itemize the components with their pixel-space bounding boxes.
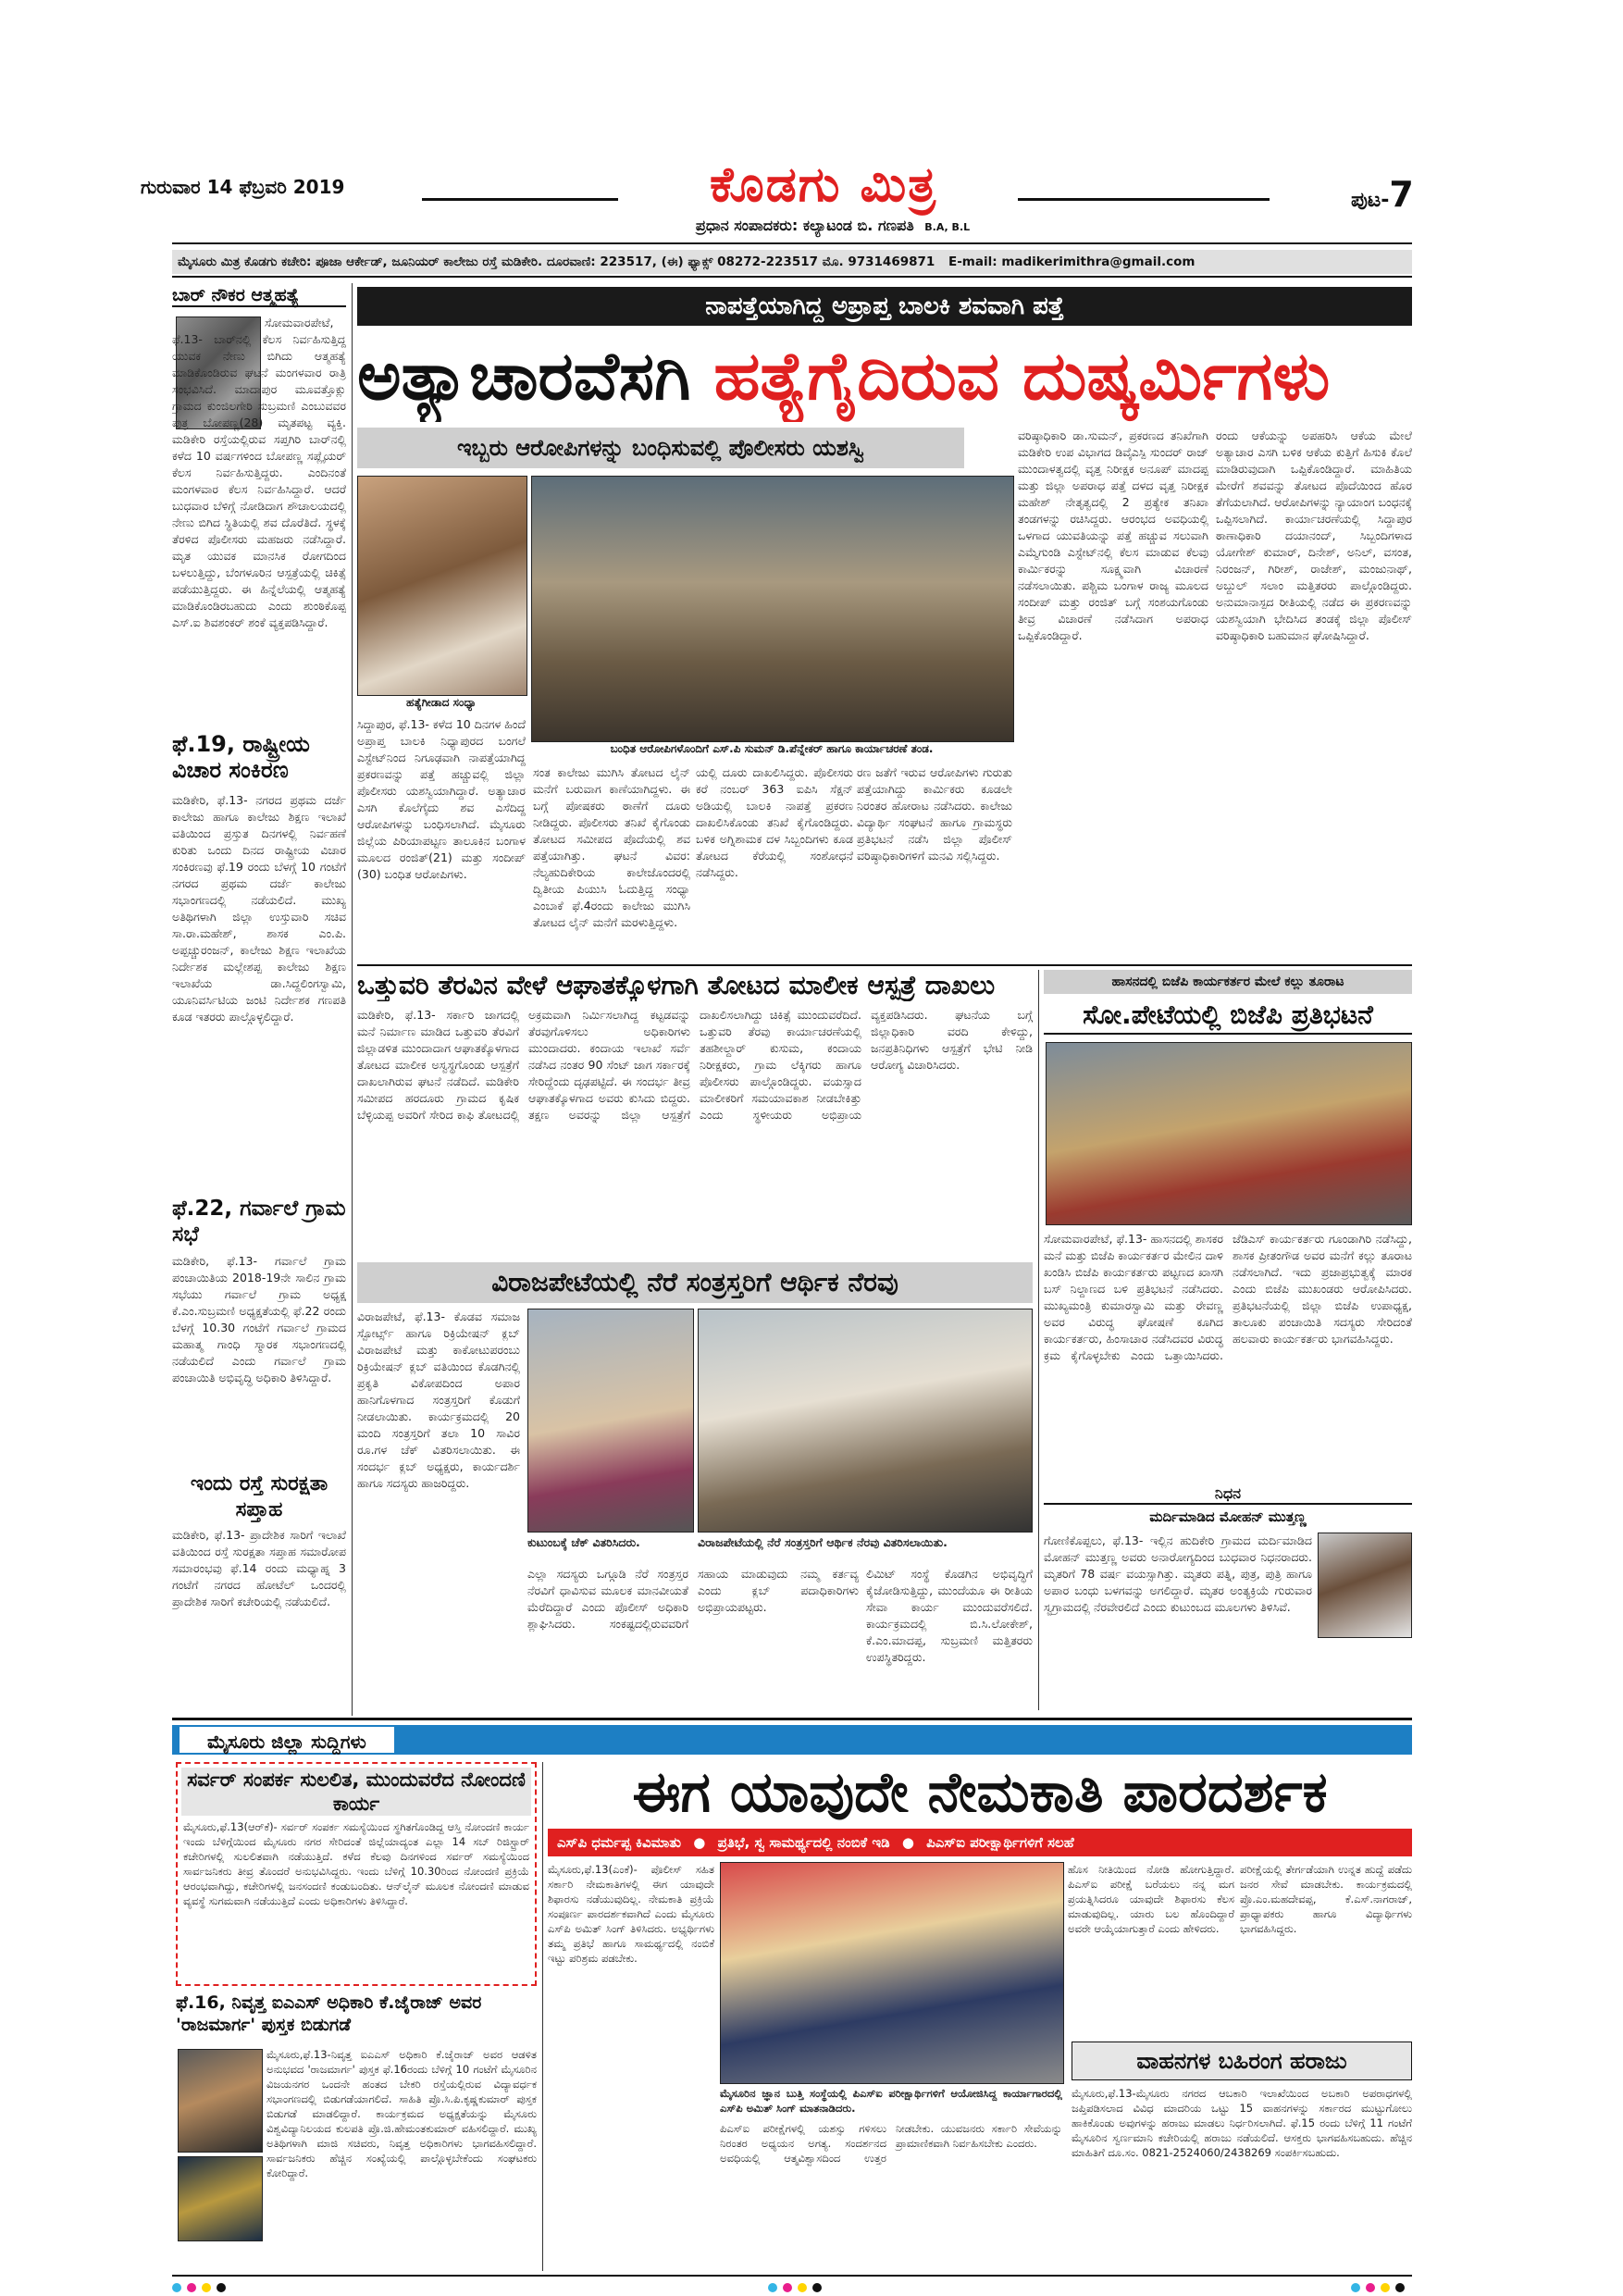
recruitment-text1: ಮೈಸೂರು,ಫೆ.13(ಎಂಕೆ)- ಪೊಲೀಸ್ ಸಹಿತ ಸರ್ಕಾರಿ ನೇಮಕಾತಿಗಳಲ್ಲಿ ಈಗ ಯಾವುದೇ ಶಿಫಾರಸು ನಡೆಯುವುದಿಲ್ಲ. ನೇಮಕಾತಿ ಪ್ರಕ್ರಿಯೆ ಸಂಪೂರ್ಣ ಪಾರದರ್ಶಕವಾಗಿದೆ ಎಂದು ಮೈಸೂರು ಎಸ್‌ಪಿ ಅಮಿತ್ ಸಿಂಗ್ ತಿಳಿಸಿದರು. ಅಭ್ಯರ್ಥಿಗಳು ತಮ್ಮ ಪ್ರತಿಭೆ ಹಾಗೂ ಸಾಮರ್ಥ್ಯದಲ್ಲಿ ನಂಬಿಕೆ ಇಟ್ಟು ಪರಿಶ್ರಮ ಪಡಬೇಕು.: [548, 1863, 714, 1965]
virajpet-text2: ಎಲ್ಲಾ ಸದಸ್ಯರು ಒಗ್ಗೂಡಿ ನೆರೆ ಸಂತ್ರಸ್ತರ ನೆರವಿಗೆ ಧಾವಿಸುವ ಮೂಲಕ ಮಾನವೀಯತೆ ಮೆರೆದಿದ್ದಾರೆ ಎಂದು ಪೊಲೀಸ್ ಅಧಿಕಾರಿ ಶ್ಲಾಘಿಸಿದರು. ಸಂಕಷ್ಟದಲ್ಲಿರುವವರಿಗೆ ಸಹಾಯ ಮಾಡುವುದು ನಮ್ಮ ಕರ್ತವ್ಯ ಎಂದು ಕ್ಲಬ್ ಪದಾಧಿಕಾರಿಗಳು ಅಭಿಪ್ರಾಯಪಟ್ಟರು.: [527, 1567, 859, 1631]
lead-text-col3: ಯಲ್ಲಿ ದೂರು ದಾಖಲಿಸಿದ್ದರು. ಪೊಲೀಸರು ಕರೆ ನಂಬರ್ 363 ಐಪಿಸಿ ಸೆಕ್ಷನ್ ಅಡಿಯಲ್ಲಿ ಬಾಲಕಿ ನಾಪತ್ತೆ ಪ್ರಕರಣ ದಾಖಲಿಸಿಕೊಂಡು ತನಿಖೆ ಕೈಗೊಂಡಿದ್ದರು. ಬಳಿಕ ಅಗ್ನಿಶಾಮಕ ದಳ ಸಿಬ್ಬಂದಿಗಳು ಕೂಡ ತೋಟದ ಕೆರೆಯಲ್ಲಿ ಸಂಶೋಧನೆ ನಡೆಸಿದ್ದರು.: [696, 765, 853, 879]
recruitment-text3: ಹೊಸ ನೀತಿಯಿಂದ ನೋಡಿ ಹೋಗುತ್ತಿದ್ದಾರೆ. ಪಿಎಸ್‌ಐ ಪರೀಕ್ಷೆ ಬರೆಯಲು ನನ್ನ ಮಗ ಪ್ರಯತ್ನಿಸಿದರೂ ಯಾವುದೇ ಶಿಫಾರಸು ಕೆಲಸ ಮಾಡುವುದಿಲ್ಲ. ಯಾರು ಬಲ ಹೊಂದಿದ್ದಾರೆ ಅವರೇ ಆಯ್ಕೆಯಾಗುತ್ತಾರೆ ಎಂದು ಹೇಳಿದರು.: [1068, 1863, 1234, 1935]
recruitment-photo-caption: ಮೈಸೂರಿನ ಜ್ಞಾನ ಬುತ್ತಿ ಸಂಸ್ಥೆಯಲ್ಲಿ ಪಿಎಸ್‌ಐ ಪರೀಕ್ಷಾರ್ಥಿಗಳಿಗೆ ಆಯೋಜಿಸಿದ್ದ ಕಾರ್ಯಾಗಾರದಲ್ಲಿ ಎಸ್‌ಪಿ ಅಮಿತ್ ಸಿಂಗ್ ಮಾತನಾಡಿದರು.: [720, 2087, 1062, 2115]
page-number: [1351, 174, 1414, 215]
virajpet-caption2: ವಿರಾಜಪೇಟೆಯಲ್ಲಿ ನೆರೆ ಸಂತ್ರಸ್ತರಿಗೆ ಆರ್ಥಿಕ ನೆರವು ವಿತರಿಸಲಾಯಿತು.: [698, 1535, 948, 1549]
left-story2-text: ಮಡಿಕೇರಿ, ಫೆ.13- ನಗರದ ಪ್ರಥಮ ದರ್ಜೆ ಕಾಲೇಜು ಹಾಗೂ ಕಾಲೇಜು ಶಿಕ್ಷಣ ಇಲಾಖೆ ವತಿಯಿಂದ ಪ್ರಸ್ತುತ ದಿನಗಳಲ್ಲಿ ನಿರ್ವಹಣೆ ಕುರಿತು ಒಂದು ದಿನದ ರಾಷ್ಟ್ರೀಯ ವಿಚಾರ ಸಂಕಿರಣವು ಫೆ.19 ರಂದು ಬೆಳಗ್ಗೆ 10 ಗಂಟೆಗೆ ನಗರದ ಪ್ರಥಮ ದರ್ಜೆ ಕಾಲೇಜು ಸಭಾಂಗಣದಲ್ಲಿ ನಡೆಯಲಿದೆ. ಮುಖ್ಯ ಅತಿಥಿಗಳಾಗಿ ಜಿಲ್ಲಾ ಉಸ್ತುವಾರಿ ಸಚಿವ ಸಾ.ರಾ.ಮಹೇಶ್, ಶಾಸಕ ಎಂ.ಪಿ. ಅಪ್ಪಚ್ಚುರಂಜನ್, ಕಾಲೇಜು ಶಿಕ್ಷಣ ಇಲಾಖೆಯ ನಿರ್ದೇಶಕ ಮಲ್ಲೇಶಪ್ಪ ಕಾಲೇಜು ಶಿಕ್ಷಣ ಇಲಾಖೆಯ ಡಾ.ಸಿದ್ದಲಿಂಗಸ್ವಾಮಿ, ಯೂನಿವರ್ಸಿಟಿಯ ಜಂಟಿ ನಿರ್ದೇಶಕ ಗಣಪತಿ ಕೂಡ ಇತರರು ಪಾಲ್ಗೊಳ್ಳಲಿದ್ದಾರೆ.: [172, 793, 346, 1024]
footer-rule: [172, 2275, 1412, 2277]
auction-text: ಮೈಸೂರು,ಫೆ.13-ಮೈಸೂರು ನಗರದ ಆಬಕಾರಿ ಇಲಾಖೆಯಿಂದ ಅಬಕಾರಿ ಅಪರಾಧಗಳಲ್ಲಿ ಜಪ್ತಿಪಡಿಸಲಾದ ವಿವಿಧ ಮಾದರಿಯ ಒಟ್ಟು 15 ವಾಹನಗಳನ್ನು ಸರ್ಕಾರದ ಮುಟ್ಟುಗೋಲು ಹಾಕಿಕೊಂಡು ಅವುಗಳನ್ನು ಹರಾಜು ಮಾಡಲು ನಿರ್ಧರಿಸಲಾಗಿದೆ. ಫೆ.15 ರಂದು ಬೆಳಿಗ್ಗೆ 11 ಗಂಟೆಗೆ ಮೈಸೂರಿನ ಸ್ವರ್ಣಮಾನಿ ಕಚೇರಿಯಲ್ಲಿ ಹರಾಜು ನಡೆಯಲಿದೆ. ಆಸಕ್ತರು ಭಾಗವಹಿಸಬಹುದು. ಹೆಚ್ಚಿನ ಮಾಹಿತಿಗೆ ದೂ.ಸಂ. 0821-2524060/2438269 ಸಂಪರ್ಕಿಸಬಹುದು.: [1072, 2087, 1412, 2159]
lead-text-col4: ರಣ ಜತೆಗೆ ಇರುವ ಆರೋಪಿಗಳು ಗುರುತು ಪತ್ತೆಯಾಗಿದ್ದು ಕಾರ್ಮಿಕರು ಕೂಡಲೇ ನಿರಂತರ ಹೋರಾಟ ನಡೆಸಿದರು. ಕಾಲೇಜು ವಿದ್ಯಾರ್ಥಿ ಸಂಘಟನೆ ಹಾಗೂ ಗ್ರಾಮಸ್ಥರು ಪ್ರತಿಭಟನೆ ನಡೆಸಿ ಜಿಲ್ಲಾ ಪೊಲೀಸ್ ವರಿಷ್ಠಾಧಿಕಾರಿಗಳಿಗೆ ಮನವಿ ಸಲ್ಲಿಸಿದ್ದರು.: [857, 765, 1012, 863]
obituary-text: ಗೋಣಿಕೊಪ್ಪಲು, ಫೆ.13- ಇಲ್ಲಿನ ಹುದಿಕೇರಿ ಗ್ರಾಮದ ಮರ್ದಿಮಾಡಿದ ಮೋಹನ್ ಮುತ್ತಣ್ಣ ಅವರು ಅನಾರೋಗ್ಯದಿಂದ ಬುಧವಾರ ನಿಧನರಾದರು. ಮೃತರಿಗೆ 78 ವರ್ಷ ವಯಸ್ಸಾಗಿತ್ತು. ಮೃತರು ಪತ್ನಿ, ಪುತ್ರ, ಪುತ್ರಿ ಹಾಗೂ ಅಪಾರ ಬಂಧು ಬಳಗವನ್ನು ಅಗಲಿದ್ದಾರೆ. ಮೃತರ ಅಂತ್ಯಕ್ರಿಯೆ ಗುರುವಾರ ಸ್ವಗ್ರಾಮದಲ್ಲಿ ನೆರವೇರಲಿದೆ ಎಂದು ಕುಟುಂಬದ ಮೂಲಗಳು ತಿಳಿಸಿವೆ.: [1044, 1533, 1312, 1614]
email-text: E-mail: madikerimithra@gmail.com: [948, 254, 1196, 269]
left-column-divider: [352, 283, 353, 1716]
left-story1-text: ಸೋಮವಾರಪೇಟೆ, ಫೆ.13- ಬಾರ್‌ನಲ್ಲಿ ಕೆಲಸ ನಿರ್ವಹಿಸುತ್ತಿದ್ದ ಯುವಕ ನೇಣು ಬಿಗಿದು ಆತ್ಮಹತ್ಯೆ ಮಾಡಿಕೊಂಡಿರುವ ಘಟನೆ ಮಂಗಳವಾರ ರಾತ್ರಿ ಸಂಭವಿಸಿದೆ. ಮಾದಾಪುರ ಮೂವತ್ತೊಕ್ಲು ಗ್ರಾಮದ ಕುಂಜಿಲಗೇರಿ ಸುಬ್ರಮಣಿ ಎಂಬುವವರ ಪುತ್ರ ಬೋಪಣ್ಣ(28) ಮೃತಪಟ್ಟ ವ್ಯಕ್ತಿ. ಮಡಿಕೇರಿ ರಸ್ತೆಯಲ್ಲಿರುವ ಸಪ್ತಗಿರಿ ಬಾರ್‌ನಲ್ಲಿ ಕಳೆದ 10 ವರ್ಷಗಳಿಂದ ಬೋಪಣ್ಣ ಸಪ್ಲೈಯರ್ ಕೆಲಸ ನಿರ್ವಹಿಸುತ್ತಿದ್ದರು. ಎಂದಿನಂತೆ ಮಂಗಳವಾರ ಕೆಲಸ ನಿರ್ವಹಿಸಿದ್ದಾರೆ. ಆದರೆ ಬುಧವಾರ ಬೆಳಿಗ್ಗೆ ನೋಡಿದಾಗ ಶೌಚಾಲಯದಲ್ಲಿ ನೇಣು ಬಿಗಿದ ಸ್ಥಿತಿಯಲ್ಲಿ ಶವ ದೊರೆತಿದೆ. ಸ್ಥಳಕ್ಕೆ ತೆರಳಿದ ಪೊಲೀಸರು ಮಹಜರು ನಡೆಸಿದ್ದಾರೆ. ಮೃತ ಯುವಕ ಮಾನಸಿಕ ರೋಗದಿಂದ ಬಳಲುತ್ತಿದ್ದು, ಬೆಂಗಳೂರಿನ ಆಸ್ಪತ್ರೆಯಲ್ಲಿ ಚಿಕಿತ್ಸೆ ಪಡೆಯುತ್ತಿದ್ದರು. ಈ ಹಿನ್ನೆಲೆಯಲ್ಲಿ ಆತ್ಮಹತ್ಯೆ ಮಾಡಿಕೊಂಡಿರಬಹುದು ಎಂದು ಶುಂಠಿಕೊಪ್ಪ ಎಸ್.ಐ ಶಿವಶಂಕರ್ ಶಂಕೆ ವ್ಯಕ್ತಪಡಿಸಿದ್ದಾರೆ.: [172, 316, 346, 629]
virajpet-photo2: [698, 1309, 1033, 1533]
recruitment-subheads: ಎಸ್‌ಪಿ ಧರ್ಮಪ್ಪ ಕಿವಿಮಾತು ● ಪ್ರತಿಭೆ, ಸ್ವ ಸಾಮರ್ಥ್ಯದಲ್ಲಿ ನಂಬಿಕೆ ಇಡಿ ● ಪಿಎಸ್‌ಐ ಪರೀಕ್ಷಾರ್ಥಿಗಳಿಗೆ ಸಲಹೆ: [548, 1829, 1412, 1856]
editor-degree: B.A, B.L: [924, 221, 971, 233]
server-story-text: ಮೈಸೂರು,ಫೆ.13(ಆರ್‌ಕೆ)- ಸರ್ವರ್ ಸಂಪರ್ಕ ಸಮಸ್ಯೆಯಿಂದ ಸ್ಥಗಿತಗೊಂಡಿದ್ದ ಆಸ್ತಿ ನೋಂದಣಿ ಕಾರ್ಯ ಇಂದು ಬೆಳಿಗ್ಗೆಯಿಂದ ಮೈಸೂರು ನಗರ ಸೇರಿದಂತೆ ಜಿಲ್ಲೆಯಾದ್ಯಂತ ಎಲ್ಲಾ 14 ಸಬ್ ರಿಜಿಸ್ಟ್ರಾರ್ ಕಚೇರಿಗಳಲ್ಲಿ ಸುಲಲಿತವಾಗಿ ನಡೆಯುತ್ತಿದೆ. ಕಳೆದ ಕೆಲವು ದಿನಗಳಿಂದ ಸರ್ವರ್ ಸಮಸ್ಯೆಯಿಂದ ಸಾರ್ವಜನಿಕರು ತೀವ್ರ ತೊಂದರೆ ಅನುಭವಿಸಿದ್ದರು. ಇಂದು ಬೆಳಿಗ್ಗೆ 10.30ರಿಂದ ನೋಂದಣಿ ಪ್ರಕ್ರಿಯೆ ಆರಂಭವಾಗಿದ್ದು, ಕಚೇರಿಗಳಲ್ಲಿ ಜನಸಂದಣಿ ಕಂಡುಬಂದಿತು. ಆನ್‌ಲೈನ್ ಮೂಲಕ ನೋಂದಣಿ ಮಾಡುವ ವ್ಯವಸ್ಥೆ ಸುಗಮವಾಗಿ ನಡೆಯುತ್ತಿದೆ ಎಂದು ಅಧಿಕಾರಿಗಳು ತಿಳಿಸಿದ್ದಾರೆ.: [183, 1820, 529, 1907]
lead-kicker: ನಾಪತ್ತೆಯಾಗಿದ್ದ ಅಪ್ರಾಪ್ತ ಬಾಲಕಿ ಶವವಾಗಿ ಪತ್ತೆ: [357, 287, 1412, 326]
recruitment-photo: [720, 1862, 1064, 2084]
bjp-headline: ಸೋ.ಪೇಟೆಯಲ್ಲಿ ಬಿಜೆಪಿ ಪ್ರತಿಭಟನೆ: [1044, 998, 1412, 1035]
mysuru-banner-label: ಮೈಸೂರು ಜಿಲ್ಲಾ ಸುದ್ದಿಗಳು: [178, 1725, 396, 1755]
left-story4-text: ಮಡಿಕೇರಿ, ಫೆ.13- ಪ್ರಾದೇಶಿಕ ಸಾರಿಗೆ ಇಲಾಖೆ ವತಿಯಿಂದ ರಸ್ತೆ ಸುರಕ್ಷತಾ ಸಪ್ತಾಹ ಸಮಾರೋಪ ಸಮಾರಂಭವು ಫೆ.14 ರಂದು ಮಧ್ಯಾಹ್ನ 3 ಗಂಟೆಗೆ ನಗರದ ಹೋಟೆಲ್ ಒಂದರಲ್ಲಿ ಪ್ರಾದೇಶಿಕ ಸಾರಿಗೆ ಕಚೇರಿಯಲ್ಲಿ ನಡೆಯಲಿದೆ.: [172, 1528, 346, 1608]
page-number-value: 7: [1389, 174, 1414, 215]
recruitment-text2: ಪಿಎಸ್‌ಐ ಪರೀಕ್ಷೆಗಳಲ್ಲಿ ಯಶಸ್ಸು ಗಳಿಸಲು ನಿರಂತರ ಅಧ್ಯಯನ ಅಗತ್ಯ. ಸಂದರ್ಶನದ ಅವಧಿಯಲ್ಲಿ ಆತ್ಮವಿಶ್ವಾಸದಿಂದ ಉತ್ತರ ನೀಡಬೇಕು. ಯುವಜನರು ಸರ್ಕಾರಿ ಸೇವೆಯನ್ನು ಪ್ರಾಮಾಣಿಕವಾಗಿ ನಿರ್ವಹಿಸಬೇಕು ಎಂದರು.: [720, 2122, 1062, 2165]
recruitment-text4: ಪರೀಕ್ಷೆಯಲ್ಲಿ ತೇರ್ಗಡೆಯಾಗಿ ಉನ್ನತ ಹುದ್ದೆ ಪಡೆದು ಜನರ ಸೇವೆ ಮಾಡಬೇಕು. ಕಾರ್ಯಕ್ರಮದಲ್ಲಿ ಪ್ರೊ.ಎಂ.ಮಹದೇವಪ್ಪ, ಕೆ.ಎಸ್.ನಾಗರಾಜ್, ಪ್ರಾಧ್ಯಾಪಕರು ಹಾಗೂ ವಿದ್ಯಾರ್ಥಿಗಳು ಭಾಗವಹಿಸಿದ್ದರು.: [1240, 1863, 1412, 1935]
police-team-photo-caption: ಬಂಧಿತ ಆರೋಪಿಗಳೊಂದಿಗೆ ಎಸ್.ಪಿ ಸುಮನ್ ಡಿ.ಪೆನ್ನೇಕರ್ ಹಾಗೂ ಕಾರ್ಯಾಚರಣೆ ತಂಡ.: [610, 742, 934, 755]
editor-line: [648, 217, 1018, 235]
auction-title: ವಾಹನಗಳ ಬಹಿರಂಗ ಹರಾಜು: [1072, 2042, 1412, 2080]
page-label: ಪುಟ-: [1351, 189, 1390, 212]
victim-photo: [357, 476, 527, 696]
left-story4-title: ಇಂದು ರಸ್ತೆ ಸುರಕ್ಷತಾ ಸಪ್ತಾಹ: [190, 1472, 328, 1521]
registration-dots-left: [172, 2278, 231, 2296]
lead-headline: [357, 329, 1412, 422]
police-team-photo: [531, 476, 1014, 742]
rajamarga-book-photo: [178, 2156, 263, 2241]
left-story3-title: ಫೆ.22, ಗರ್ವಾಲೆ ಗ್ರಾಮ ಸಭೆ: [172, 1197, 346, 1247]
mysuru-banner: [172, 1725, 1412, 1755]
bjp-kicker: ಹಾಸನದಲ್ಲಿ ಬಿಜೆಪಿ ಕಾರ್ಯಕರ್ತರ ಮೇಲೆ ಕಲ್ಲು ತೂರಾಟ: [1044, 970, 1412, 994]
obituary-name: ಮರ್ದಿಮಾಡಿದ ಮೋಹನ್ ಮುತ್ತಣ್ಣ: [1149, 1508, 1307, 1525]
lead-text-col1: ಸಿದ್ದಾಪುರ, ಫೆ.13- ಕಳೆದ 10 ದಿನಗಳ ಹಿಂದೆ ಅಪ್ರಾಪ್ತ ಬಾಲಕಿ ನಿಧ್ಯಾಪುರದ ಬಂಗಲೆ ಎಸ್ಟೇಟ್‌ನಿಂದ ನಿಗೂಢವಾಗಿ ನಾಪತ್ತೆಯಾಗಿದ್ದ ಪ್ರಕರಣವನ್ನು ಪತ್ತೆ ಹಚ್ಚುವಲ್ಲಿ ಜಿಲ್ಲಾ ಪೊಲೀಸರು ಯಶಸ್ವಿಯಾಗಿದ್ದಾರೆ. ಅತ್ಯಾಚಾರ ಎಸಗಿ ಕೊಲೆಗೈದು ಶವ ಎಸೆದಿದ್ದ ಆರೋಪಿಗಳನ್ನು ಬಂಧಿಸಲಾಗಿದೆ. ಮೈಸೂರು ಜಿಲ್ಲೆಯ ಪಿರಿಯಾಪಟ್ಟಣ ತಾಲೂಕಿನ ಬಂಗಾಳ ಮೂಲದ ರಂಜಿತ್(21) ಮತ್ತು ಸಂದೀಪ್ (30) ಬಂಧಿತ ಆರೋಪಿಗಳು.: [357, 717, 526, 881]
lead-subhead: ಇಬ್ಬರು ಆರೋಪಿಗಳನ್ನು ಬಂಧಿಸುವಲ್ಲಿ ಪೊಲೀಸರು ಯಶಸ್ವಿ: [357, 428, 964, 468]
editor-name: ಪ್ರಧಾನ ಸಂಪಾದಕರು: ಕಲ್ಯಾಟಂಡ ಬಿ. ಗಣಪತಿ: [695, 217, 914, 234]
left-story3-text: ಮಡಿಕೇರಿ, ಫೆ.13- ಗರ್ವಾಲೆ ಗ್ರಾಮ ಪಂಚಾಯಿತಿಯ 2018-19ನೇ ಸಾಲಿನ ಗ್ರಾಮ ಸಭೆಯು ಗರ್ವಾಲೆ ಗ್ರಾಮ ಅಧ್ಯಕ್ಷ ಕೆ.ಎಂ.ಸುಬ್ರಮಣಿ ಅಧ್ಯಕ್ಷತೆಯಲ್ಲಿ ಫೆ.22 ರಂದು ಬೆಳಗ್ಗೆ 10.30 ಗಂಟೆಗೆ ಗರ್ವಾಲೆ ಗ್ರಾಮದ ಮಹಾತ್ಮ ಗಾಂಧಿ ಸ್ಮಾರಕ ಸಭಾಂಗಣದಲ್ಲಿ ನಡೆಯಲಿದೆ ಎಂದು ಗರ್ವಾಲೆ ಗ್ರಾಮ ಪಂಚಾಯಿತಿ ಅಭಿವೃದ್ಧಿ ಅಧಿಕಾರಿ ತಿಳಿಸಿದ್ದಾರೆ.: [172, 1254, 346, 1384]
recruitment-sub1: ಎಸ್‌ಪಿ ಧರ್ಮಪ್ಪ ಕಿವಿಮಾತು: [557, 1834, 681, 1851]
registration-dots-right: [1351, 2278, 1410, 2296]
left-story1-title: ಬಾರ್ ನೌಕರ ಆತ್ಮಹತ್ಯೆ: [172, 285, 346, 307]
mysuru-left-divider: [542, 1762, 543, 2271]
recruitment-sub3: ಪಿಎಸ್‌ಐ ಪರೀಕ್ಷಾರ್ಥಿಗಳಿಗೆ ಸಲಹೆ: [926, 1834, 1074, 1851]
address-text: ಮೈಸೂರು ಮಿತ್ರ ಕೊಡಗು ಕಚೇರಿ: ಪೂಜಾ ಆರ್ಕೇಡ್, ಜೂನಿಯರ್ ಕಾಲೇಜು ರಸ್ತೆ ಮಡಿಕೇರಿ. ದೂರವಾಣಿ: 223517, (ಈ) ಫ್ಯಾಕ್ಸ್ 08272-223517 ಮೊ. 9731469871: [178, 254, 935, 269]
address-rule: [172, 276, 1412, 278]
lead-text-col2: ಸಂತ ಕಾಲೇಜು ಮುಗಿಸಿ ತೋಟದ ಲೈನ್ ಮನೆಗೆ ಬರುವಾಗ ಕಾಣೆಯಾಗಿದ್ದಳು. ಈ ಬಗ್ಗೆ ಪೋಷಕರು ಠಾಣೆಗೆ ದೂರು ನೀಡಿದ್ದರು. ಪೊಲೀಸರು ತನಿಖೆ ಕೈಗೊಂಡು ತೋಟದ ಸಮೀಪದ ಪೊದೆಯಲ್ಲಿ ಶವ ಪತ್ತೆಯಾಗಿತ್ತು. ಘಟನೆ ವಿವರ: ನೆಲ್ಯಹುದಿಕೇರಿಯ ಕಾಲೇಜೊಂದರಲ್ಲಿ ದ್ವಿತೀಯ ಪಿಯುಸಿ ಓದುತ್ತಿದ್ದ ಸಂಧ್ಯಾ ಎಂಬಾಕೆ ಫೆ.4ರಂದು ಕಾಲೇಜು ಮುಗಿಸಿ ತೋಟದ ಲೈನ್ ಮನೆಗೆ ಮರಳುತ್ತಿದ್ದಳು.: [533, 765, 690, 929]
lead-text-col6: ರಂದು ಆಕೆಯನ್ನು ಅಪಹರಿಸಿ ಆಕೆಯ ಮೇಲೆ ಅತ್ಯಾಚಾರ ಎಸಗಿ ಬಳಿಕ ಆಕೆಯ ಕುತ್ತಿಗೆ ಹಿಸುಕಿ ಕೊಲೆ ಮಾಡಿರುವುದಾಗಿ ಒಪ್ಪಿಕೊಂಡಿದ್ದಾರೆ. ಮಾಹಿತಿಯ ಮೇರೆಗೆ ಶವವನ್ನು ತೋಟದ ಪೊದೆಯಿಂದ ಹೊರ ತೆಗೆಯಲಾಗಿದೆ. ಆರೋಪಿಗಳನ್ನು ನ್ಯಾಯಾಂಗ ಬಂಧನಕ್ಕೆ ಒಪ್ಪಿಸಲಾಗಿದೆ. ಕಾರ್ಯಾಚರಣೆಯಲ್ಲಿ ಸಿದ್ದಾಪುರ ಠಾಣಾಧಿಕಾರಿ ದಯಾನಂದ್, ಸಿಬ್ಬಂದಿಗಳಾದ ಯೋಗೇಶ್ ಕುಮಾರ್, ದಿನೇಶ್, ಅನಿಲ್, ವಸಂತ, ನಿರಂಜನ್, ಗಿರೀಶ್, ರಾಜೇಶ್, ಮಂಜುನಾಥ್, ಅಬ್ದುಲ್ ಸಲಾಂ ಮತ್ತಿತರರು ಪಾಲ್ಗೊಂಡಿದ್ದರು. ಅನುಮಾನಾಸ್ಪದ ರೀತಿಯಲ್ಲಿ ನಡೆದ ಈ ಪ್ರಕರಣವನ್ನು ಯಶಸ್ವಿಯಾಗಿ ಭೇದಿಸಿದ ತಂಡಕ್ಕೆ ಜಿಲ್ಲಾ ಪೊಲೀಸ್ ವರಿಷ್ಠಾಧಿಕಾರಿ ಬಹುಮಾನ ಘೋಷಿಸಿದ್ದಾರೆ.: [1216, 428, 1412, 642]
newspaper-logo: ಕೊಡಗು ಮಿತ್ರ: [709, 157, 937, 213]
masthead-rule-right: [1018, 198, 1270, 201]
bjp-protest-photo: [1046, 1042, 1412, 1225]
left-story2-title: ಫೆ.19, ರಾಷ್ಟ್ರೀಯ ವಿಚಾರ ಸಂಕಿರಣ: [172, 731, 310, 783]
obituary-label: ನಿಧನ: [1044, 1484, 1412, 1505]
bjp-text: ಸೋಮವಾರಪೇಟೆ, ಫೆ.13- ಹಾಸನದಲ್ಲಿ ಶಾಸಕರ ಮನೆ ಮತ್ತು ಬಿಜೆಪಿ ಕಾರ್ಯಕರ್ತರ ಮೇಲಿನ ದಾಳಿ ಖಂಡಿಸಿ ಬಿಜೆಪಿ ಕಾರ್ಯಕರ್ತರು ಪಟ್ಟಣದ ಖಾಸಗಿ ಬಸ್ ನಿಲ್ದಾಣದ ಬಳಿ ಪ್ರತಿಭಟನೆ ನಡೆಸಿದರು. ಮುಖ್ಯಮಂತ್ರಿ ಕುಮಾರಸ್ವಾಮಿ ಮತ್ತು ರೇವಣ್ಣ ಅವರ ವಿರುದ್ಧ ಘೋಷಣೆ ಕೂಗಿದ ಕಾರ್ಯಕರ್ತರು, ಹಿಂಸಾಚಾರ ನಡೆಸಿದವರ ವಿರುದ್ಧ ಕ್ರಮ ಕೈಗೊಳ್ಳಬೇಕು ಎಂದು ಒತ್ತಾಯಿಸಿದರು. ಜೆಡಿಎಸ್ ಕಾರ್ಯಕರ್ತರು ಗೂಂಡಾಗಿರಿ ನಡೆಸಿದ್ದು, ಶಾಸಕ ಪ್ರೀತಂಗೌಡ ಅವರ ಮನೆಗೆ ಕಲ್ಲು ತೂರಾಟ ನಡೆಸಲಾಗಿದೆ. ಇದು ಪ್ರಜಾಪ್ರಭುತ್ವಕ್ಕೆ ಮಾರಕ ಎಂದು ಬಿಜೆಪಿ ಮುಖಂಡರು ಆರೋಪಿಸಿದರು. ಪ್ರತಿಭಟನೆಯಲ್ಲಿ ಜಿಲ್ಲಾ ಬಿಜೆಪಿ ಉಪಾಧ್ಯಕ್ಷ, ತಾಲೂಕು ಪಂಚಾಯಿತಿ ಸದಸ್ಯರು ಸೇರಿದಂತೆ ಹಲವಾರು ಕಾರ್ಯಕರ್ತರು ಭಾಗವಹಿಸಿದ್ದರು.: [1044, 1232, 1412, 1362]
virajpet-headline: ವಿರಾಜಪೇಟೆಯಲ್ಲಿ ನೆರೆ ಸಂತ್ರಸ್ತರಿಗೆ ಆರ್ಥಿಕ ನೆರವು: [357, 1262, 1033, 1303]
rajamarga-author-photo: [178, 2049, 263, 2153]
lead-bottom-rule: [357, 964, 1412, 966]
lead-text-col5: ವರಿಷ್ಠಾಧಿಕಾರಿ ಡಾ.ಸುಮನ್, ಪ್ರಕರಣದ ತನಿಖೆಗಾಗಿ ಮಡಿಕೇರಿ ಉಪ ವಿಭಾಗದ ಡಿವೈಎಸ್ಪಿ ಸುಂದರ್ ರಾಜ್ ಮುಂದಾಳತ್ವದಲ್ಲಿ ವೃತ್ತ ನಿರೀಕ್ಷಕ ಅನೂಪ್ ಮಾದಪ್ಪ ಮತ್ತು ಜಿಲ್ಲಾ ಅಪರಾಧ ಪತ್ತೆ ದಳದ ವೃತ್ತ ನಿರೀಕ್ಷಕ ಮಹೇಶ್ ನೇತೃತ್ವದಲ್ಲಿ 2 ಪ್ರತ್ಯೇಕ ತನಿಖಾ ತಂಡಗಳನ್ನು ರಚಿಸಿದ್ದರು. ಆರಂಭದ ಅವಧಿಯಲ್ಲಿ ಒಳಗಾದ ಯುವತಿಯನ್ನು ಪತ್ತೆ ಹಚ್ಚುವ ಸಲುವಾಗಿ ಎಮ್ಮೆಗುಂಡಿ ಎಸ್ಟೇಟ್‌ನಲ್ಲಿ ಕೆಲಸ ಮಾಡುವ ಕೆಲವು ಕಾರ್ಮಿಕರನ್ನು ಸೂಕ್ಷ್ಮವಾಗಿ ವಿಚಾರಣೆ ನಡೆಸಲಾಯಿತು. ಪಶ್ಚಿಮ ಬಂಗಾಳ ರಾಜ್ಯ ಮೂಲದ ಸಂದೀಪ್ ಮತ್ತು ರಂಜಿತ್ ಬಗ್ಗೆ ಸಂಶಯಗೊಂಡು ತೀವ್ರ ವಿಚಾರಣೆ ನಡೆಸಿದಾಗ ಅಪರಾಧ ಒಪ್ಪಿಕೊಂಡಿದ್ದಾರೆ.: [1018, 428, 1208, 642]
virajpet-text1: ವಿರಾಜಪೇಟೆ, ಫೆ.13- ಕೊಡವ ಸಮಾಜ ಸ್ಪೋರ್ಟ್ಸ್ ಹಾಗೂ ರಿಕ್ರಿಯೇಷನ್ ಕ್ಲಬ್ ವಿರಾಜಪೇಟೆ ಮತ್ತು ಕಾಕೋಟುಪರಂಬು ರಿಕ್ರಿಯೇಷನ್ ಕ್ಲಬ್ ವತಿಯಿಂದ ಕೊಡಗಿನಲ್ಲಿ ಪ್ರಕೃತಿ ವಿಕೋಪದಿಂದ ಅಪಾರ ಹಾನಿಗೊಳಗಾದ ಸಂತ್ರಸ್ತರಿಗೆ ಕೊಡುಗೆ ನೀಡಲಾಯಿತು. ಕಾರ್ಯಕ್ರಮದಲ್ಲಿ 20 ಮಂದಿ ಸಂತ್ರಸ್ತರಿಗೆ ತಲಾ 10 ಸಾವಿರ ರೂ.ಗಳ ಚೆಕ್ ವಿತರಿಸಲಾಯಿತು. ಈ ಸಂದರ್ಭ ಕ್ಲಬ್ ಅಧ್ಯಕ್ಷರು, ಕಾರ್ಯದರ್ಶಿ ಹಾಗೂ ಸದಸ್ಯರು ಹಾಜರಿದ್ದರು.: [357, 1309, 520, 1490]
masthead-rule-left: [422, 198, 618, 201]
virajpet-photo1: [527, 1309, 694, 1533]
registration-dots-center: [768, 2278, 827, 2296]
issue-date: ಗುರುವಾರ 14 ಫೆಬ್ರವರಿ 2019: [141, 176, 345, 198]
recruitment-sub2: ಪ್ರತಿಭೆ, ಸ್ವ ಸಾಮರ್ಥ್ಯದಲ್ಲಿ ನಂಬಿಕೆ ಇಡಿ: [717, 1834, 890, 1851]
lead-headline-black: ಅತ್ಯಾಚಾರವೆಸಗಿ: [357, 337, 691, 415]
mysuru-top-rule: [172, 1718, 1412, 1720]
address-strip: [172, 250, 1412, 274]
rajamarga-text: ಮೈಸೂರು,ಫೆ.13-ನಿವೃತ್ತ ಐಎಎಸ್ ಅಧಿಕಾರಿ ಕೆ.ಜೈರಾಜ್ ಅವರ ಆಡಳಿತ ಅನುಭವದ 'ರಾಜಮಾರ್ಗ' ಪುಸ್ತಕ ಫೆ.16ರಂದು ಬೆಳಿಗ್ಗೆ 10 ಗಂಟೆಗೆ ಮೈಸೂರಿನ ವಿಜಯನಗರ ಒಂದನೇ ಹಂತದ ಬೇಕರಿ ರಸ್ತೆಯಲ್ಲಿರುವ ವಿದ್ಯಾವರ್ಧಕ ಸಭಾಂಗಣದಲ್ಲಿ ಬಿಡುಗಡೆಯಾಗಲಿದೆ. ಸಾಹಿತಿ ಪ್ರೊ.ಸಿ.ಪಿ.ಕೃಷ್ಣಕುಮಾರ್ ಪುಸ್ತಕ ಬಿಡುಗಡೆ ಮಾಡಲಿದ್ದಾರೆ. ಕಾರ್ಯಕ್ರಮದ ಅಧ್ಯಕ್ಷತೆಯನ್ನು ಮೈಸೂರು ವಿಶ್ವವಿದ್ಯಾನಿಲಯದ ಕುಲಪತಿ ಪ್ರೊ.ಜಿ.ಹೇಮಂತಕುಮಾರ್ ವಹಿಸಲಿದ್ದಾರೆ. ಮುಖ್ಯ ಅತಿಥಿಗಳಾಗಿ ಮಾಜಿ ಸಚಿವರು, ನಿವೃತ್ತ ಅಧಿಕಾರಿಗಳು ಭಾಗವಹಿಸಲಿದ್ದಾರೆ. ಸಾರ್ವಜನಿಕರು ಹೆಚ್ಚಿನ ಸಂಖ್ಯೆಯಲ್ಲಿ ಪಾಲ್ಗೊಳ್ಳಬೇಕೆಂದು ಸಂಘಟಕರು ಕೋರಿದ್ದಾರೆ.: [266, 2048, 537, 2179]
encroachment-text: ಮಡಿಕೇರಿ, ಫೆ.13- ಸರ್ಕಾರಿ ಜಾಗದಲ್ಲಿ ಮನೆ ನಿರ್ಮಾಣ ಮಾಡಿದ ಒತ್ತುವರಿ ತೆರವಿಗೆ ಜಿಲ್ಲಾಡಳಿತ ಮುಂದಾದಾಗ ಆಘಾತಕ್ಕೊಳಗಾದ ತೋಟದ ಮಾಲೀಕ ಅಸ್ವಸ್ಥಗೊಂಡು ಆಸ್ಪತ್ರೆಗೆ ದಾಖಲಾಗಿರುವ ಘಟನೆ ನಡೆದಿದೆ. ಮಡಿಕೇರಿ ಸಮೀಪದ ಹರದೂರು ಗ್ರಾಮದ ಕೃಷಿಕ ಬೆಳ್ಳಿಯಪ್ಪ ಅವರಿಗೆ ಸೇರಿದ ಕಾಫಿ ತೋಟದಲ್ಲಿ ಅಕ್ರಮವಾಗಿ ನಿರ್ಮಿಸಲಾಗಿದ್ದ ಕಟ್ಟಡವನ್ನು ತೆರವುಗೊಳಿಸಲು ಅಧಿಕಾರಿಗಳು ಮುಂದಾದರು. ಕಂದಾಯ ಇಲಾಖೆ ಸರ್ವೆ ನಡೆಸಿದ ನಂತರ 90 ಸೆಂಟ್ ಜಾಗ ಸರ್ಕಾರಕ್ಕೆ ಸೇರಿದ್ದೆಂದು ದೃಢಪಟ್ಟಿದೆ. ಈ ಸಂದರ್ಭ ತೀವ್ರ ಆಘಾತಕ್ಕೊಳಗಾದ ಅವರು ಕುಸಿದು ಬಿದ್ದರು. ತಕ್ಷಣ ಅವರನ್ನು ಜಿಲ್ಲಾ ಆಸ್ಪತ್ರೆಗೆ ದಾಖಲಿಸಲಾಗಿದ್ದು ಚಿಕಿತ್ಸೆ ಮುಂದುವರೆದಿದೆ. ಒತ್ತುವರಿ ತೆರವು ಕಾರ್ಯಾಚರಣೆಯಲ್ಲಿ ತಹಶೀಲ್ದಾರ್ ಕುಸುಮ, ಕಂದಾಯ ನಿರೀಕ್ಷಕರು, ಗ್ರಾಮ ಲೆಕ್ಕಿಗರು ಹಾಗೂ ಪೊಲೀಸರು ಪಾಲ್ಗೊಂಡಿದ್ದರು. ವಯಸ್ಸಾದ ಮಾಲೀಕರಿಗೆ ಸಮಯಾವಕಾಶ ನೀಡಬೇಕಿತ್ತು ಎಂದು ಸ್ಥಳೀಯರು ಅಭಿಪ್ರಾಯ ವ್ಯಕ್ತಪಡಿಸಿದರು. ಘಟನೆಯ ಬಗ್ಗೆ ಜಿಲ್ಲಾಧಿಕಾರಿ ವರದಿ ಕೇಳಿದ್ದು, ಜನಪ್ರತಿನಿಧಿಗಳು ಆಸ್ಪತ್ರೆಗೆ ಭೇಟಿ ನೀಡಿ ಆರೋಗ್ಯ ವಿಚಾರಿಸಿದರು.: [357, 1008, 1033, 1122]
masthead-bottom-rule: [172, 242, 1412, 244]
obituary-photo: [1318, 1533, 1412, 1638]
victim-photo-caption: ಹತ್ಯೆಗೀಡಾದ ಸಂಧ್ಯಾ: [406, 696, 477, 709]
recruitment-headline: ಈಗ ಯಾವುದೇ ನೇಮಕಾತಿ ಪಾರದರ್ಶಕ: [632, 1760, 1328, 1825]
mid-divider: [1038, 970, 1039, 1710]
encroachment-headline: ಒತ್ತುವರಿ ತೆರವಿನ ವೇಳೆ ಆಘಾತಕ್ಕೊಳಗಾಗಿ ತೋಟದ ಮಾಲೀಕ ಆಸ್ಪತ್ರೆ ದಾಖಲು: [357, 970, 996, 1000]
virajpet-caption1: ಕುಟುಂಬಕ್ಕೆ ಚೆಕ್ ವಿತರಿಸಿದರು.: [527, 1535, 640, 1549]
rajamarga-title: ಫೆ.16, ನಿವೃತ್ತ ಐಎಎಸ್ ಅಧಿಕಾರಿ ಕೆ.ಜೈರಾಜ್ ಅವರ 'ರಾಜಮಾರ್ಗ' ಪುಸ್ತಕ ಬಿಡುಗಡೆ: [176, 1992, 482, 2035]
lead-headline-red: ಹತ್ಯೆಗೈದಿರುವ ದುಷ್ಕರ್ಮಿಗಳು: [713, 337, 1331, 415]
virajpet-text3: ಲಿಮಿಟ್ ಸಂಸ್ಥೆ ಕೊಡಗಿನ ಅಭಿವೃದ್ಧಿಗೆ ಕೈಜೋಡಿಸುತ್ತಿದ್ದು, ಮುಂದೆಯೂ ಈ ರೀತಿಯ ಸೇವಾ ಕಾರ್ಯ ಮುಂದುವರೆಸಲಿದೆ. ಕಾರ್ಯಕ್ರಮದಲ್ಲಿ ಬಿ.ಸಿ.ಲೋಕೇಶ್, ಕೆ.ಎಂ.ಮಾದಪ್ಪ, ಸುಬ್ರಮಣಿ ಮತ್ತಿತರರು ಉಪಸ್ಥಿತರಿದ್ದರು.: [866, 1567, 1033, 1664]
server-story-title: ಸರ್ವರ್ ಸಂಪರ್ಕ ಸುಲಲಿತ, ಮುಂದುವರೆದ ನೋಂದಣಿ ಕಾರ್ಯ: [181, 1768, 531, 1816]
